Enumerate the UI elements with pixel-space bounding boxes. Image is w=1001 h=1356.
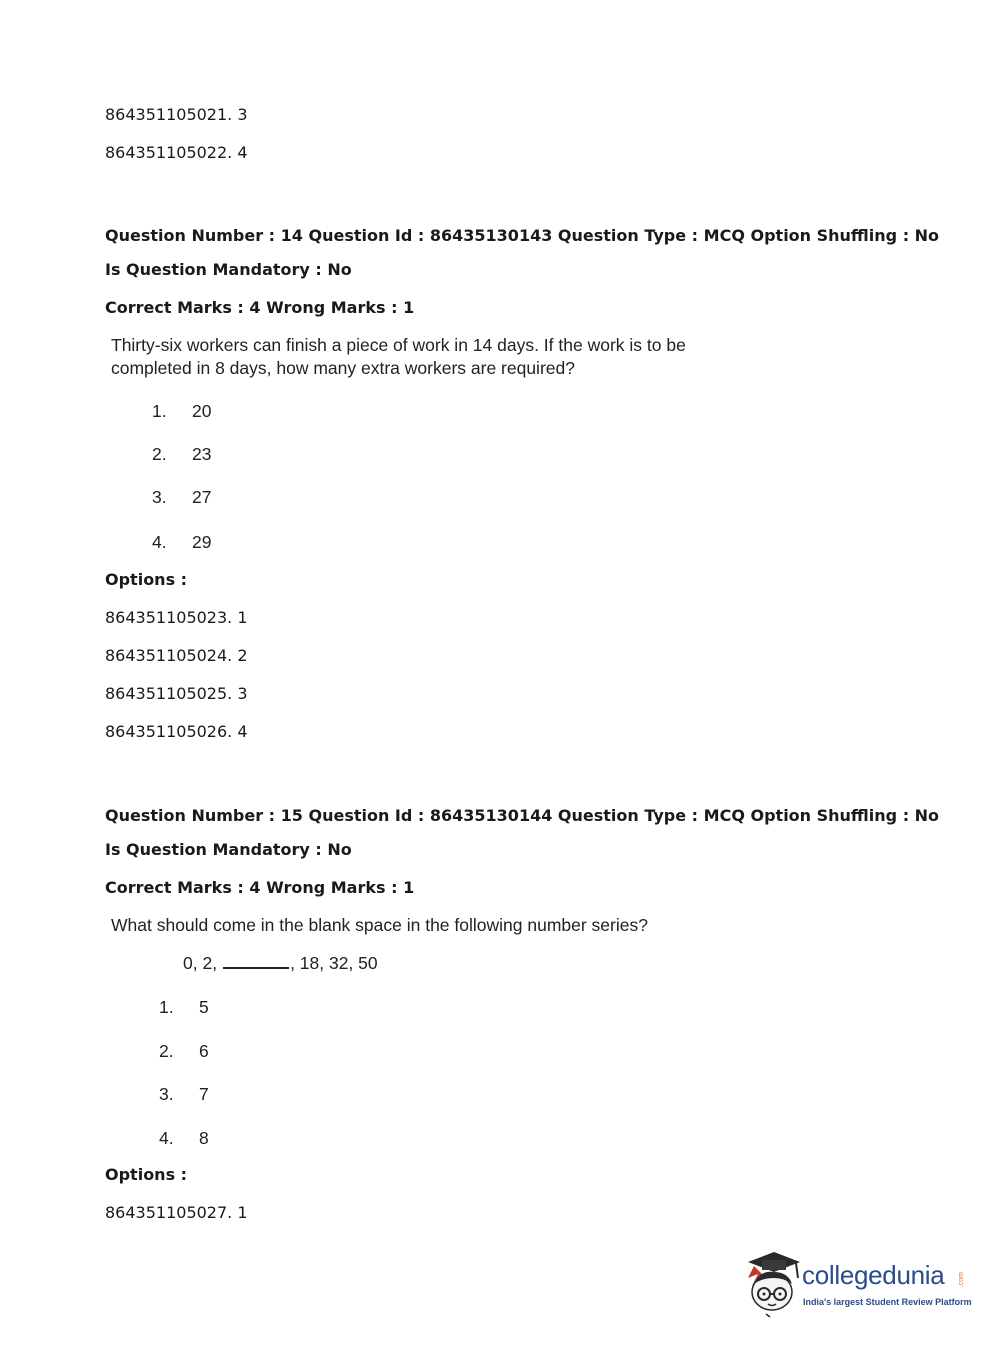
choice-value: 29: [192, 532, 212, 552]
logo-suffix: .com: [958, 1272, 965, 1288]
series-start: 0, 2,: [183, 953, 218, 973]
answer-choice: [152, 487, 211, 508]
logo-wordmark: collegedunia: [802, 1260, 945, 1290]
answer-choice: [152, 401, 211, 422]
question-marks: Correct Marks : 4 Wrong Marks : 1: [105, 298, 415, 317]
choice-number: 4.: [152, 532, 167, 552]
options-label: Options :: [105, 570, 188, 589]
answer-choice: [159, 1084, 209, 1105]
question-text-line: completed in 8 days, how many extra workers are required?: [111, 358, 575, 378]
option-line: 864351105026. 4: [105, 722, 248, 741]
collegedunia-logo: [740, 1248, 970, 1318]
option-line: 864351105022. 4: [105, 143, 248, 162]
choice-number: 2.: [152, 444, 167, 464]
mascot-icon: [740, 1248, 802, 1318]
choice-value: 27: [192, 487, 212, 507]
question-text: [111, 334, 686, 380]
option-line: 864351105027. 1: [105, 1203, 248, 1222]
choice-value: 5: [199, 997, 209, 1017]
choice-value: 20: [192, 401, 212, 421]
answer-choice: [159, 1041, 209, 1062]
choice-value: 8: [199, 1128, 209, 1148]
logo-tagline: India's largest Student Review Platform: [803, 1297, 972, 1307]
choice-number: 1.: [159, 997, 174, 1017]
question-header: Question Number : 15 Question Id : 86435130144 Question Type : MCQ Option Shuffling : No: [105, 806, 940, 825]
answer-choice: [159, 1128, 209, 1149]
answer-choice: [152, 444, 211, 465]
answer-choice: [159, 997, 209, 1018]
question-mandatory: Is Question Mandatory : No: [105, 260, 352, 279]
number-series: [183, 953, 378, 974]
choice-number: 4.: [159, 1128, 174, 1148]
choice-number: 2.: [159, 1041, 174, 1061]
series-end: , 18, 32, 50: [290, 953, 378, 973]
answer-choice: [152, 532, 211, 553]
option-line: 864351105023. 1: [105, 608, 248, 627]
question-text-line: What should come in the blank space in the following number series?: [111, 915, 648, 935]
option-line: 864351105024. 2: [105, 646, 248, 665]
question-marks: Correct Marks : 4 Wrong Marks : 1: [105, 878, 415, 897]
option-line: 864351105021. 3: [105, 105, 248, 124]
question-header: Question Number : 14 Question Id : 86435130143 Question Type : MCQ Option Shuffling : No: [105, 226, 940, 245]
choice-number: 3.: [159, 1084, 174, 1104]
question-text-line: Thirty-six workers can finish a piece of work in 14 days. If the work is to be: [111, 335, 686, 355]
option-line: 864351105025. 3: [105, 684, 248, 703]
choice-value: 23: [192, 444, 212, 464]
choice-number: 3.: [152, 487, 167, 507]
choice-value: 7: [199, 1084, 209, 1104]
question-mandatory: Is Question Mandatory : No: [105, 840, 352, 859]
choice-number: 1.: [152, 401, 167, 421]
options-label: Options :: [105, 1165, 188, 1184]
question-text: [111, 914, 648, 937]
series-blank: [223, 953, 289, 969]
choice-value: 6: [199, 1041, 209, 1061]
